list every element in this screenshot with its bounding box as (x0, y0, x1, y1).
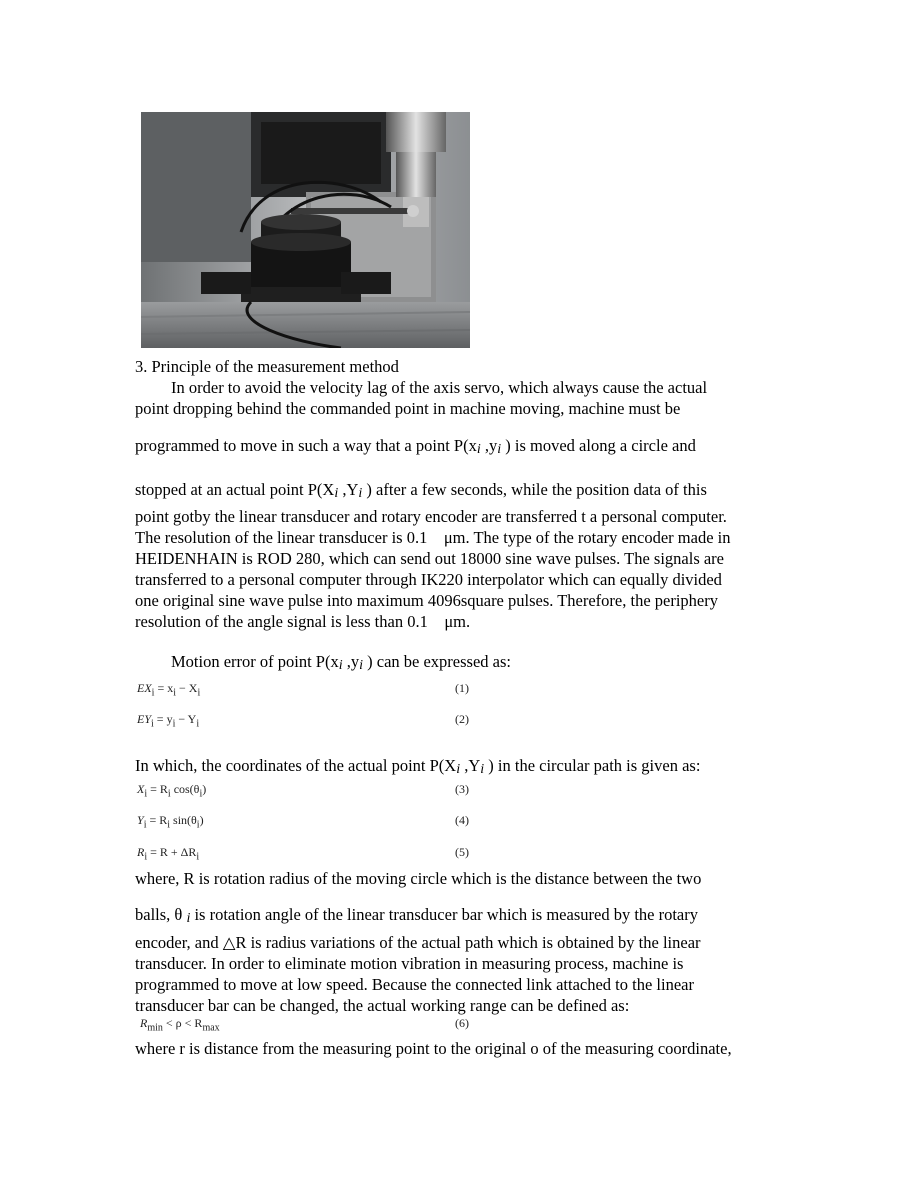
eq-term: = R (146, 813, 168, 827)
text-run: programmed to move in such a way that a point P(x (135, 436, 477, 455)
eq-sub: i (144, 788, 148, 800)
subscript: i (476, 442, 481, 457)
paragraph-line: programmed to move at low speed. Because the connected link attached to the linear (135, 975, 694, 994)
subscript: i (334, 486, 339, 501)
text-run: ) is moved along a circle and (501, 436, 696, 455)
paragraph-line: In order to avoid the velocity lag of the axis servo, which always cause the actual (171, 378, 708, 397)
paragraph-line: where, R is rotation radius of the moving circle which is the distance between the two (135, 869, 702, 888)
setup-photo-illustration (141, 112, 470, 348)
paragraph-line: resolution of the angle signal is less than 0.1 μm. (135, 612, 471, 631)
paragraph-line: point gotby the linear transducer and rotary encoder are transferred t a personal computer. (135, 507, 727, 526)
eq-term: = R + ΔR (147, 845, 197, 859)
equation-number: (5) (455, 845, 469, 859)
text-run: is rotation angle of the linear transducer bar which is measured by the rotary (190, 905, 699, 924)
subscript: i (359, 658, 364, 673)
eq-term: = x (154, 681, 174, 695)
text-run: ,y (480, 436, 498, 455)
eq-term: R (140, 1016, 148, 1030)
eq-term: R (137, 845, 145, 859)
equation-number: (1) (455, 681, 469, 695)
subscript: i (186, 911, 191, 926)
eq-sub: i (151, 687, 155, 699)
eq-term: Y (137, 813, 144, 827)
eq-term: sin(θ (170, 813, 197, 827)
equation-2 (137, 712, 199, 729)
text-run: ) after a few seconds, while the position data of this (362, 480, 707, 499)
eq-sub: i (167, 819, 171, 831)
paragraph-line: transducer bar can be changed, the actual working range can be defined as: (135, 996, 630, 1015)
eq-term: EY (137, 712, 152, 726)
eq-sub: i (143, 819, 147, 831)
text-run: ) in the circular path is given as: (484, 756, 701, 775)
eq-term: cos(θ (170, 782, 200, 796)
paragraph-line: one original sine wave pulse into maximum 4096square pulses. Therefore, the periphery (135, 591, 718, 610)
text-run: In which, the coordinates of the actual point P(X (135, 756, 457, 775)
paragraph-line (135, 435, 696, 458)
paragraph-line: point dropping behind the commanded point in machine moving, machine must be (135, 399, 681, 418)
eq-term: = y (153, 712, 173, 726)
paragraph-line: transducer. In order to eliminate motion vibration in measuring process, machine is (135, 954, 684, 973)
subscript: i (358, 486, 363, 501)
equation-4 (137, 813, 204, 830)
equation-number: (4) (455, 813, 469, 827)
equation-6 (140, 1016, 220, 1033)
eq-sub: i (197, 687, 201, 699)
subscript: i (338, 658, 343, 673)
subscript: i (456, 762, 461, 777)
eq-sub: i (196, 851, 200, 863)
eq-sub: i (199, 788, 203, 800)
text-run: ) can be expressed as: (363, 652, 511, 671)
eq-term: − Y (175, 712, 197, 726)
text-run: ,y (342, 652, 360, 671)
eq-term: = R (147, 782, 168, 796)
equation-number: (6) (455, 1016, 469, 1030)
text-run: balls, θ (135, 905, 187, 924)
equation-1 (137, 681, 200, 698)
text-run: stopped at an actual point P(X (135, 480, 335, 499)
eq-term: − X (176, 681, 198, 695)
eq-sub: min (147, 1022, 163, 1034)
subscript: i (480, 762, 485, 777)
equation-5 (137, 845, 199, 862)
equation-3 (137, 782, 206, 799)
equation-number: (3) (455, 782, 469, 796)
subscript: i (497, 442, 502, 457)
eq-term: EX (137, 681, 152, 695)
eq-term: < ρ < R (162, 1016, 203, 1030)
paragraph-line (135, 755, 700, 778)
paragraph-line: HEIDENHAIN is ROD 280, which can send out 18000 sine wave pulses. The signals are (135, 549, 725, 568)
paragraph-line: encoder, and △R is radius variations of the actual path which is obtained by the linear (135, 933, 701, 952)
paragraph-line (135, 479, 707, 502)
machine-tool-photo (141, 112, 470, 348)
eq-term: ) (202, 782, 207, 796)
paragraph-line (171, 651, 511, 674)
eq-sub: max (202, 1022, 220, 1034)
eq-sub: i (144, 851, 148, 863)
paragraph-line: where r is distance from the measuring point to the original o of the measuring coordinate, (135, 1039, 732, 1058)
section-heading: 3. Principle of the measurement method (135, 357, 399, 376)
paragraph-line: The resolution of the linear transducer is 0.1 μm. The type of the rotary encoder made in (135, 528, 731, 547)
text-run: ,Y (460, 756, 481, 775)
paragraph-line (135, 904, 698, 927)
eq-sub: i (172, 718, 176, 730)
text-run: Motion error of point P(x (171, 652, 339, 671)
paragraph-line: transferred to a personal computer through IK220 interpolator which can equally divided (135, 570, 722, 589)
equation-number: (2) (455, 712, 469, 726)
eq-term: X (137, 782, 145, 796)
eq-sub: i (196, 718, 200, 730)
eq-sub: i (151, 718, 154, 730)
text-run: ,Y (338, 480, 359, 499)
eq-sub: i (196, 819, 200, 831)
eq-term: ) (199, 813, 204, 827)
eq-sub: i (167, 788, 171, 800)
eq-sub: i (173, 687, 177, 699)
